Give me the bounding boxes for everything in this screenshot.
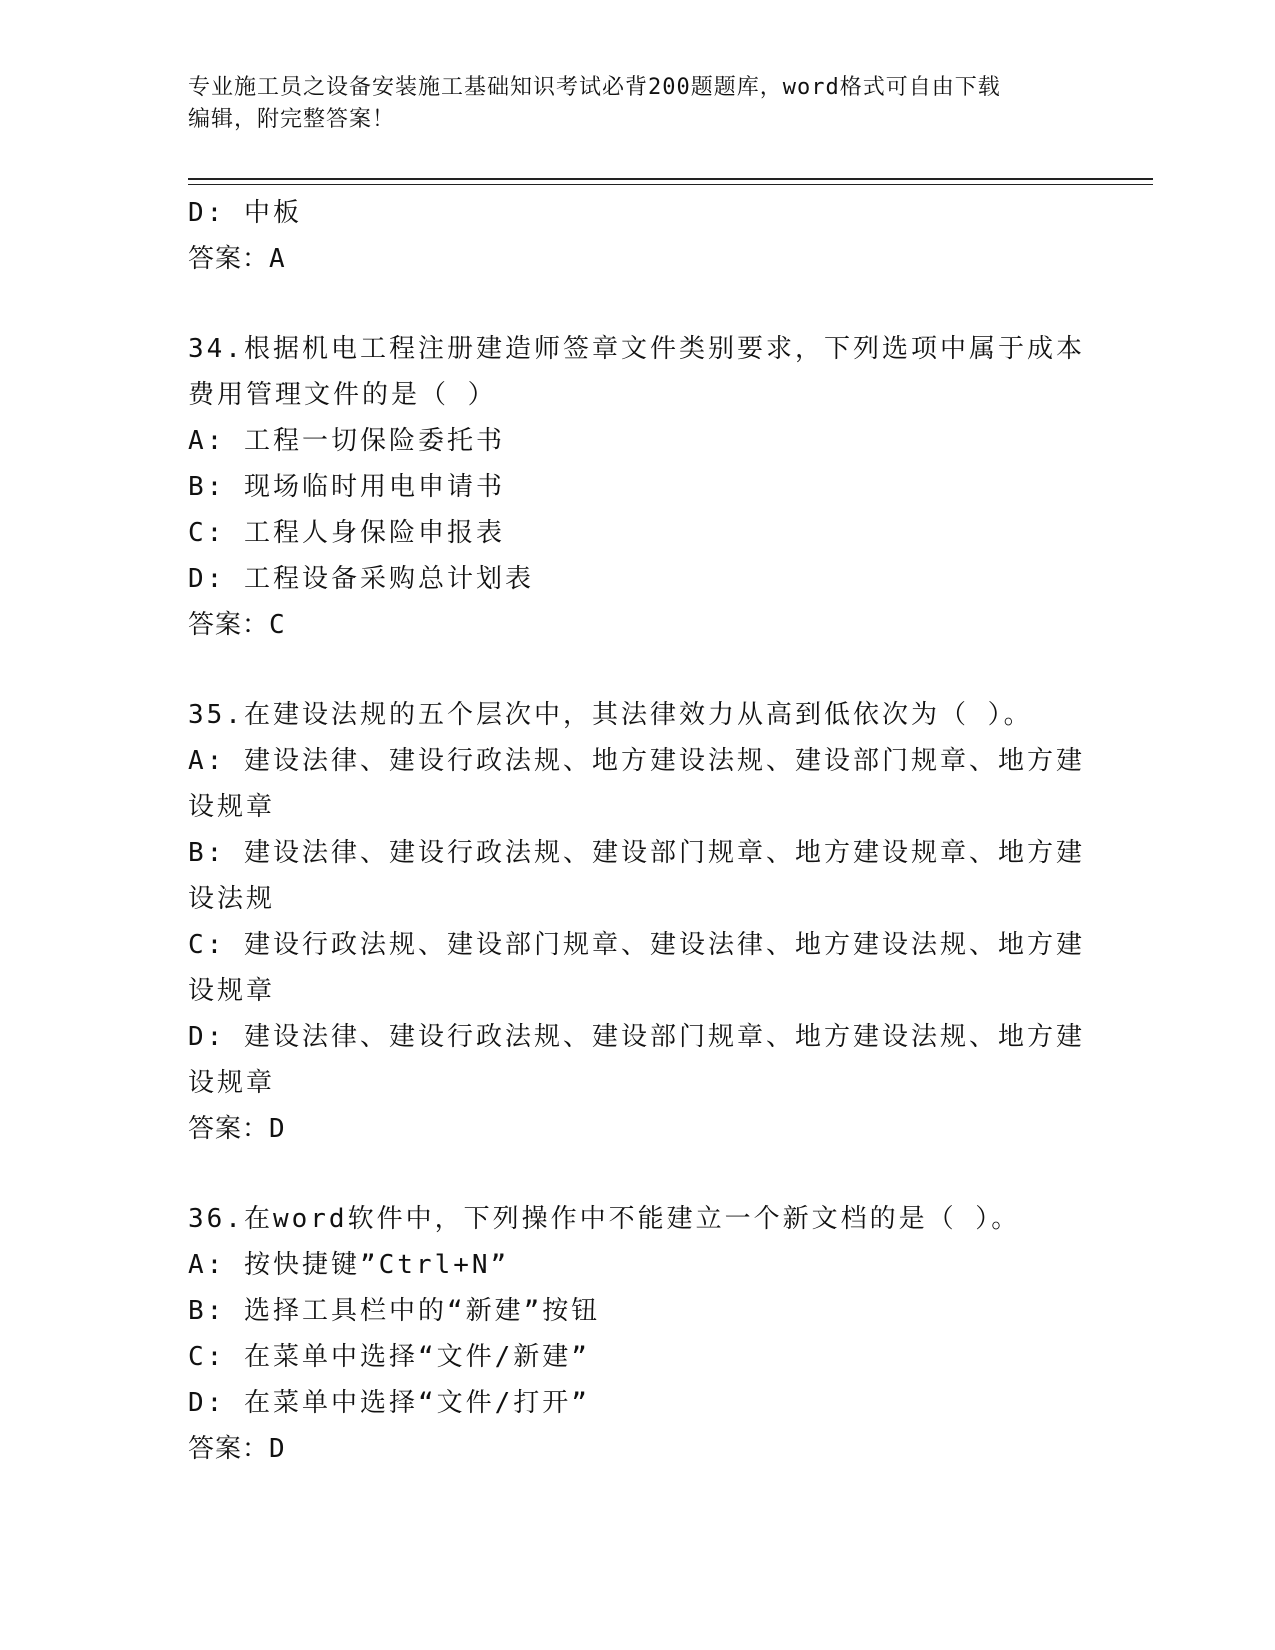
option-c: C: 建设行政法规、建设部门规章、建设法律、地方建设法规、地方建 xyxy=(188,930,1085,960)
spacer xyxy=(188,1152,1088,1196)
question-35 xyxy=(188,692,1088,1152)
question-36 xyxy=(188,1196,1088,1472)
answer-label: 答案： xyxy=(188,1434,270,1464)
question-stem: 35.在建设法规的五个层次中，其法律效力从高到低依次为（ ）。 xyxy=(188,700,1033,730)
option-d-cont: 设规章 xyxy=(188,1068,276,1098)
option-b: B: 现场临时用电申请书 xyxy=(188,472,505,502)
answer-value: C xyxy=(269,610,286,640)
option-b: B: 选择工具栏中的“新建”按钮 xyxy=(188,1296,601,1326)
option-c-cont: 设规章 xyxy=(188,976,276,1006)
spacer xyxy=(188,648,1088,692)
answer-line xyxy=(188,236,1088,282)
question-33-tail xyxy=(188,190,1088,282)
answer-value: D xyxy=(269,1434,286,1464)
document-header xyxy=(188,72,1068,136)
option-d: D: 工程设备采购总计划表 xyxy=(188,564,534,594)
option-c: C: 在菜单中选择“文件/新建” xyxy=(188,1342,590,1372)
header-divider-thin xyxy=(188,184,1153,185)
answer-line xyxy=(188,1426,1088,1472)
answer-value: A xyxy=(269,244,286,274)
answer-value: D xyxy=(269,1114,286,1144)
question-stem-cont: 费用管理文件的是（ ） xyxy=(188,380,497,410)
option-b: B: 建设法律、建设行政法规、建设部门规章、地方建设规章、地方建 xyxy=(188,838,1085,868)
question-stem: 34.根据机电工程注册建造师签章文件类别要求，下列选项中属于成本 xyxy=(188,334,1085,364)
option-a: A: 工程一切保险委托书 xyxy=(188,426,505,456)
header-divider-thick xyxy=(188,178,1153,180)
question-34 xyxy=(188,326,1088,648)
option-a-cont: 设规章 xyxy=(188,792,276,822)
option-d: D: 建设法律、建设行政法规、建设部门规章、地方建设法规、地方建 xyxy=(188,1022,1085,1052)
option-d: D: 在菜单中选择“文件/打开” xyxy=(188,1388,590,1418)
spacer xyxy=(188,282,1088,326)
answer-label: 答案： xyxy=(188,610,270,640)
question-stem: 36.在word软件中，下列操作中不能建立一个新文档的是（ ）。 xyxy=(188,1204,1021,1234)
option-a: A: 建设法律、建设行政法规、地方建设法规、建设部门规章、地方建 xyxy=(188,746,1085,776)
answer-label: 答案： xyxy=(188,244,270,274)
header-title-line1: 专业施工员之设备安装施工基础知识考试必背200题题库，word格式可自由下载 xyxy=(188,75,1001,100)
header-title-line2: 编辑，附完整答案！ xyxy=(188,107,396,132)
option-a: A: 按快捷键”Ctrl+N” xyxy=(188,1250,510,1280)
option-c: C: 工程人身保险申报表 xyxy=(188,518,505,548)
answer-line xyxy=(188,602,1088,648)
answer-line xyxy=(188,1106,1088,1152)
option-d: D: 中板 xyxy=(188,198,302,228)
document-body xyxy=(188,190,1088,1472)
answer-label: 答案： xyxy=(188,1114,270,1144)
option-b-cont: 设法规 xyxy=(188,884,276,914)
